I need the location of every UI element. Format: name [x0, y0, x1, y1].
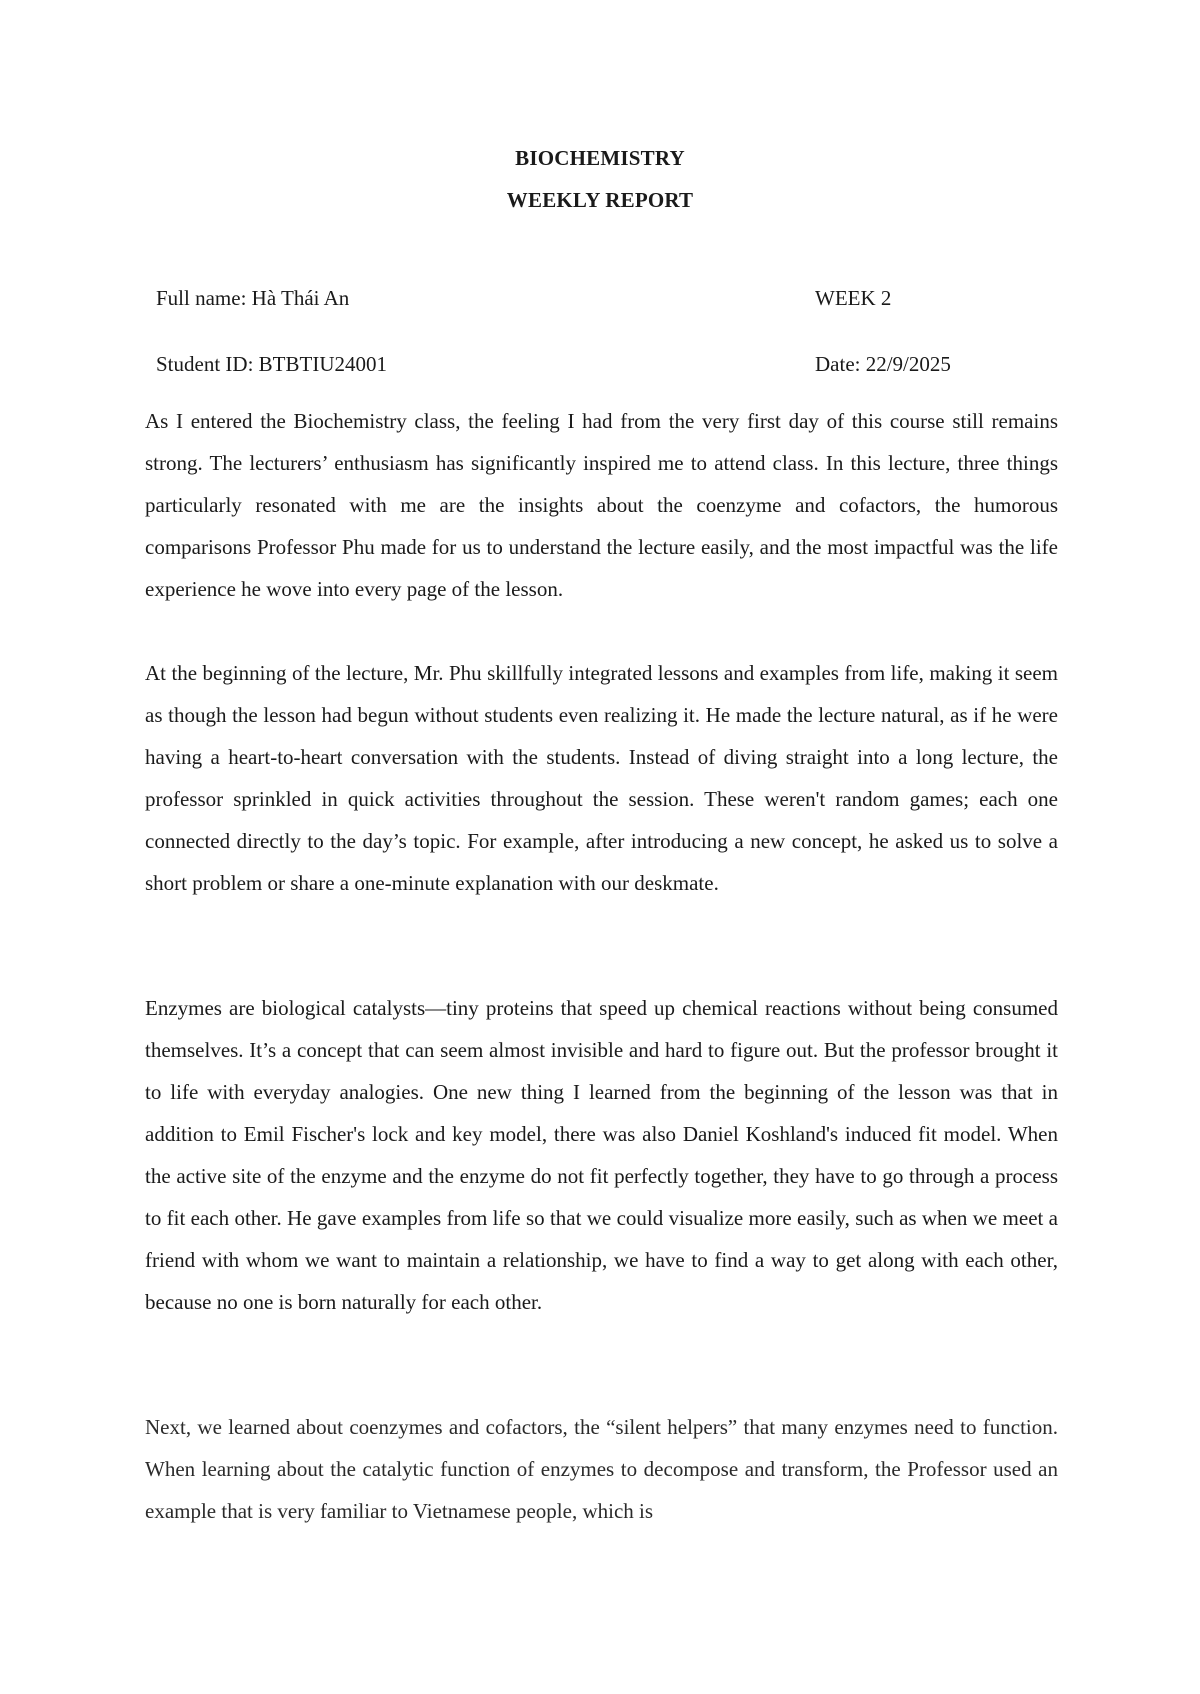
student-id-field: Student ID: BTBTIU24001	[156, 352, 387, 376]
paragraph-lecture-beginning: At the beginning of the lecture, Mr. Phu skillfully integrated lessons and examples from life, making it seem as though the lesson had begun without students even realizing it. He made the lecture natural, as if he were having a heart-to-heart conversation with the students. Instead of diving straight into a long lecture, the professor sprinkled in quick activities throughout the session. These weren't random games; each one connected directly to the day’s topic. For example, after introducing a new concept, he asked us to solve a short problem or share a one-minute explanation with our deskmate.	[145, 661, 1058, 895]
report-title-type: WEEKLY REPORT	[506, 188, 694, 212]
paragraph-enzymes: Enzymes are biological catalysts—tiny proteins that speed up chemical reactions without being consumed themselves. It’s a concept that can seem almost invisible and hard to figure out. But the professor brought it to life with everyday analogies. One new thing I learned from the beginning of the lesson was that in addition to Emil Fischer's lock and key model, there was also Daniel Koshland's induced fit model. When the active site of the enzyme and the enzyme do not fit perfectly together, they have to go through a process to fit each other. He gave examples from life so that we could visualize more easily, such as when we meet a friend with whom we want to maintain a relationship, we have to find a way to get along with each other, because no one is born naturally for each other.	[145, 996, 1058, 1314]
week-label: WEEK 2	[815, 286, 892, 310]
report-title-subject: BIOCHEMISTRY	[515, 146, 685, 170]
paragraph-intro: As I entered the Biochemistry class, the feeling I had from the very first day of this course still remains strong. The lecturers’ enthusiasm has significantly inspired me to attend class. In this lecture, three things particularly resonated with me are the insights about the coenzyme and cofactors, the humorous comparisons Professor Phu made for us to understand the lecture easily, and the most impactful was the life experience he wove into every page of the lesson.	[145, 409, 1058, 601]
full-name-field: Full name: Hà Thái An	[156, 286, 350, 310]
paragraph-coenzymes: Next, we learned about coenzymes and cofactors, the “silent helpers” that many enzymes need to function. When learning about the catalytic function of enzymes to decompose and transform, the Professor used an example that is very familiar to Vietnamese people, which is	[145, 1415, 1058, 1523]
date-field: Date: 22/9/2025	[815, 352, 951, 376]
